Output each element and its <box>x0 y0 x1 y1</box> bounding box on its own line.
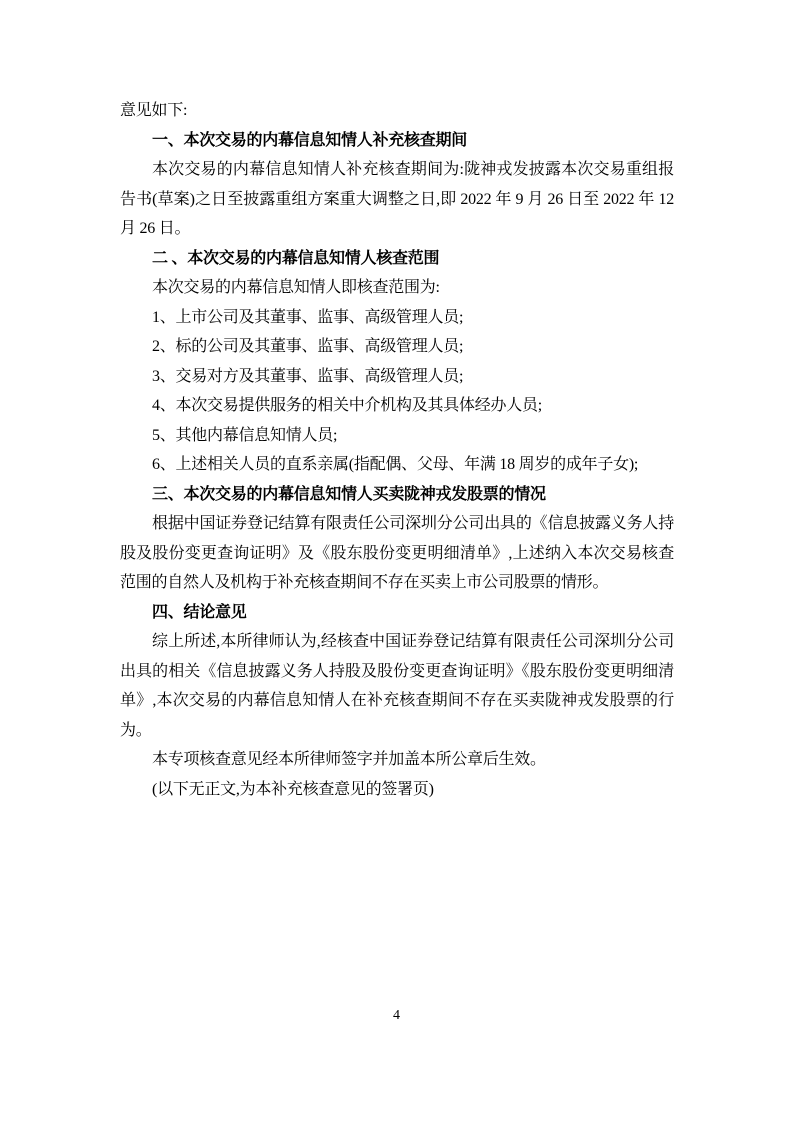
section-3-heading: 三、本次交易的内幕信息知情人买卖陇神戎发股票的情况 <box>152 485 546 503</box>
section-2-heading: 二 、本次交易的内幕信息知情人核查范围 <box>152 249 440 267</box>
document-body <box>120 96 674 804</box>
section-2-paragraph: 本次交易的内幕信息知情人即核查范围为: <box>152 279 440 296</box>
list-item-3: 3、交易对方及其董事、监事、高级管理人员; <box>152 367 464 385</box>
closing-effectiveness-paragraph: 本专项核查意见经本所律师签字并加盖本所公章后生效。 <box>152 751 546 768</box>
list-item-4: 4、本次交易提供服务的相关中介机构及其具体经办人员; <box>152 397 542 414</box>
section-1-heading: 一、本次交易的内幕信息知情人补充核查期间 <box>152 131 468 149</box>
section-3-paragraph: 根据中国证券登记结算有限责任公司深圳分公司出具的《信息披露义务人持股及股份变更查询证明》及《股东股份变更明细清单》,上述纳入本次交易核查范围的自然人及机构于补充核查期间不存在买卖上市公司股票的情形。 <box>120 515 674 591</box>
intro-line: 意见如下: <box>120 102 188 119</box>
list-item-5: 5、其他内幕信息知情人员; <box>152 426 338 444</box>
list-item-6: 6、上述相关人员的直系亲属(指配偶、父母、年满 18 周岁的成年子女); <box>152 456 639 473</box>
list-item-1: 1、上市公司及其董事、监事、高级管理人员; <box>152 308 464 326</box>
section-1-paragraph: 本次交易的内幕信息知情人补充核查期间为:陇神戎发披露本次交易重组报告书(草案)之日至披露重组方案重大调整之日,即 2022 年 9 月 26 日至 2022 年 12 月 26 日。 <box>120 161 674 237</box>
page-number: 4 <box>393 1008 400 1023</box>
closing-signature-note: (以下无正文,为本补充核查意见的签署页) <box>152 780 434 798</box>
section-4-heading: 四、结论意见 <box>152 603 247 621</box>
list-item-2: 2、标的公司及其董事、监事、高级管理人员; <box>152 338 464 355</box>
section-4-paragraph: 综上所述,本所律师认为,经核查中国证券登记结算有限责任公司深圳分公司出具的相关《信息披露义务人持股及股份变更查询证明》《股东股份变更明细清单》,本次交易的内幕信息知情人在补充核查期间不存在买卖陇神戎发股票的行为。 <box>120 633 674 739</box>
